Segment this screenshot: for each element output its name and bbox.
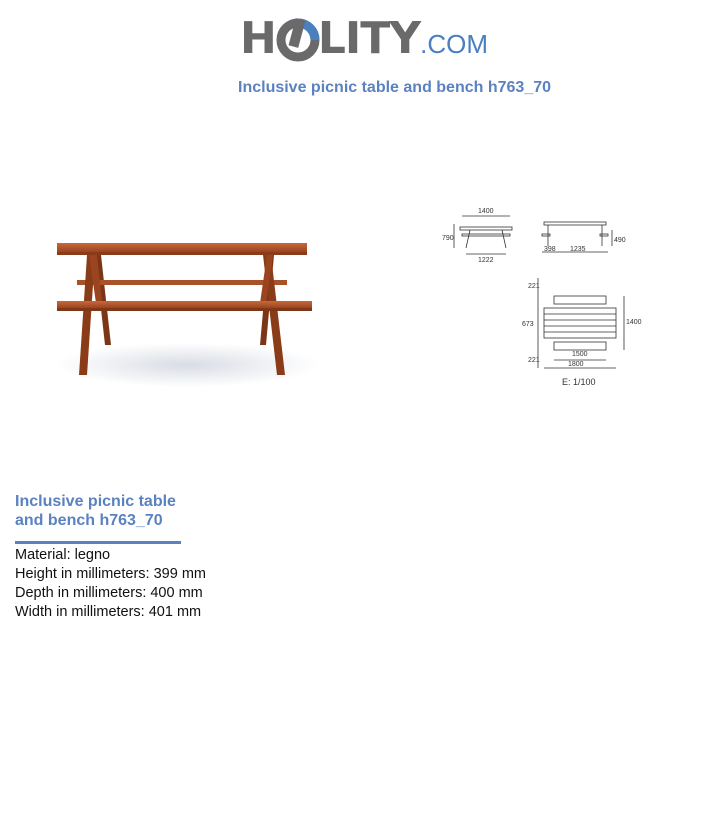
dim-plan-inner-bottom: 1500 <box>572 351 588 358</box>
product-title <box>15 492 215 530</box>
spec-height: Height in millimeters: 399 mm <box>15 566 206 582</box>
product-image-picnic-table <box>55 225 320 395</box>
dim-front-top: 1400 <box>478 208 494 215</box>
drawing-scale: E: 1/100 <box>562 377 596 387</box>
spec-depth: Depth in millimeters: 400 mm <box>15 585 203 601</box>
product-title-line-1: Inclusive picnic table <box>15 493 176 510</box>
dim-side-bottom-left: 398 <box>544 246 556 253</box>
dim-side-right: 490 <box>614 237 626 244</box>
logo-letter-h: H <box>240 13 276 64</box>
dim-side-bottom-mid: 1235 <box>570 246 586 253</box>
dim-plan-right: 1400 <box>626 319 642 326</box>
page-title: Inclusive picnic table and bench h763_70 <box>238 79 552 96</box>
logo-letters-lity: LITY <box>317 13 421 64</box>
product-specs <box>15 546 206 622</box>
logo-tld: .COM <box>420 29 489 59</box>
dim-plan-outer-bottom: 1800 <box>568 361 584 368</box>
holity-logo[interactable] <box>240 12 489 68</box>
dim-front-bottom: 1222 <box>478 257 494 264</box>
dim-plan-mid-left: 673 <box>522 321 534 328</box>
dim-front-left: 790 <box>442 235 454 242</box>
dim-plan-bottom-left: 221 <box>528 357 540 364</box>
spec-width: Width in millimeters: 401 mm <box>15 604 202 620</box>
title-divider <box>15 541 181 544</box>
technical-drawings <box>440 200 640 395</box>
logo-o-emblem <box>276 14 320 64</box>
dim-plan-top-left: 221 <box>528 283 540 290</box>
spec-material: Material: legno <box>15 547 111 563</box>
logo-wordmark <box>240 14 488 64</box>
product-title-line-2: and bench h763_70 <box>15 512 163 529</box>
